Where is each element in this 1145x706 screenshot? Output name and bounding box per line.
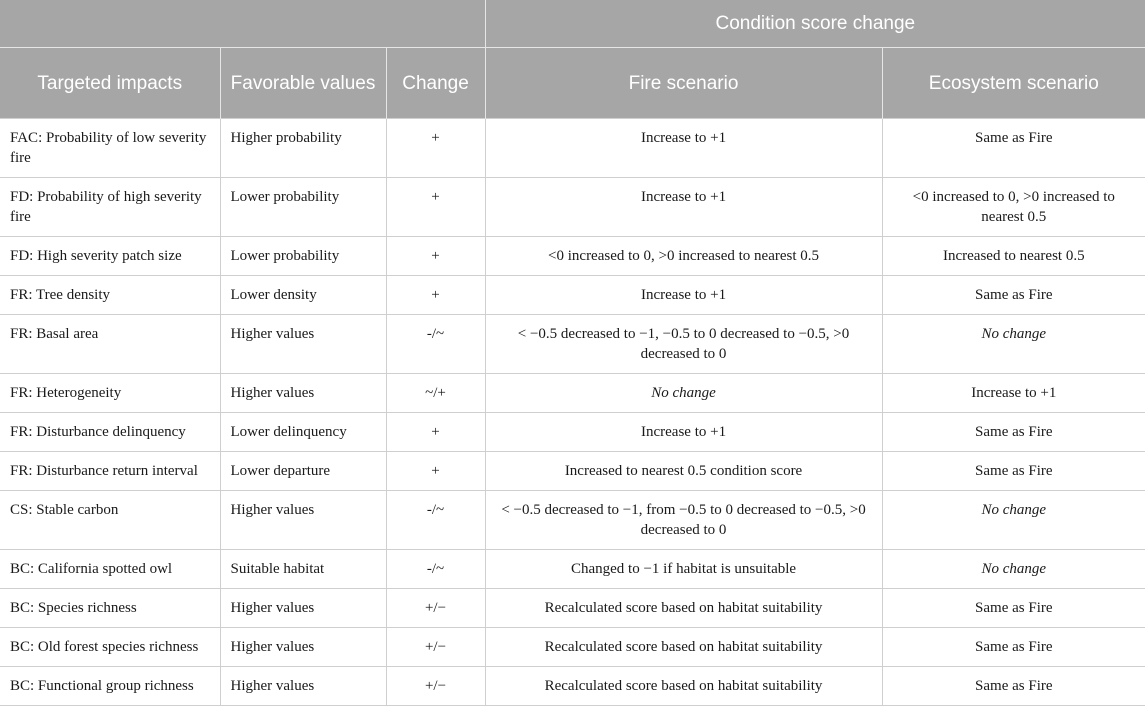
cell-targeted-impact: FR: Basal area bbox=[0, 315, 220, 374]
header-group-row bbox=[0, 0, 1145, 48]
cell-ecosystem-scenario: Increase to +1 bbox=[882, 374, 1145, 413]
table-row bbox=[0, 628, 1145, 667]
cell-targeted-impact: FR: Disturbance return interval bbox=[0, 452, 220, 491]
table-row bbox=[0, 237, 1145, 276]
cell-ecosystem-scenario: No change bbox=[882, 550, 1145, 589]
cell-favorable-value: Higher values bbox=[220, 374, 386, 413]
table-row bbox=[0, 491, 1145, 550]
header-condition-score-change: Condition score change bbox=[485, 0, 1145, 48]
cell-change: + bbox=[386, 413, 485, 452]
cell-targeted-impact: FD: High severity patch size bbox=[0, 237, 220, 276]
cell-ecosystem-scenario: No change bbox=[882, 491, 1145, 550]
cell-ecosystem-scenario: Same as Fire bbox=[882, 276, 1145, 315]
cell-fire-scenario: Recalculated score based on habitat suitability bbox=[485, 589, 882, 628]
cell-favorable-value: Suitable habitat bbox=[220, 550, 386, 589]
cell-fire-scenario: Increase to +1 bbox=[485, 413, 882, 452]
cell-change: + bbox=[386, 237, 485, 276]
cell-ecosystem-scenario: Increased to nearest 0.5 bbox=[882, 237, 1145, 276]
cell-favorable-value: Higher values bbox=[220, 491, 386, 550]
table-row bbox=[0, 276, 1145, 315]
cell-targeted-impact: BC: California spotted owl bbox=[0, 550, 220, 589]
cell-ecosystem-scenario: Same as Fire bbox=[882, 119, 1145, 178]
cell-fire-scenario: No change bbox=[485, 374, 882, 413]
cell-ecosystem-scenario: <0 increased to 0, >0 increased to nearest 0.5 bbox=[882, 178, 1145, 237]
table-row bbox=[0, 667, 1145, 706]
cell-change: + bbox=[386, 178, 485, 237]
cell-targeted-impact: FAC: Probability of low severity fire bbox=[0, 119, 220, 178]
cell-favorable-value: Lower probability bbox=[220, 237, 386, 276]
header-blank-cell bbox=[0, 0, 485, 48]
cell-targeted-impact: FR: Heterogeneity bbox=[0, 374, 220, 413]
table-row bbox=[0, 452, 1145, 491]
table-row bbox=[0, 315, 1145, 374]
cell-ecosystem-scenario: Same as Fire bbox=[882, 452, 1145, 491]
cell-favorable-value: Higher values bbox=[220, 667, 386, 706]
cell-fire-scenario: < −0.5 decreased to −1, from −0.5 to 0 decreased to −0.5, >0 decreased to 0 bbox=[485, 491, 882, 550]
cell-targeted-impact: FD: Probability of high severity fire bbox=[0, 178, 220, 237]
header-favorable-values: Favorable values bbox=[220, 48, 386, 119]
cell-favorable-value: Higher values bbox=[220, 315, 386, 374]
cell-targeted-impact: BC: Old forest species richness bbox=[0, 628, 220, 667]
cell-change: +/− bbox=[386, 628, 485, 667]
cell-favorable-value: Higher values bbox=[220, 589, 386, 628]
cell-ecosystem-scenario: No change bbox=[882, 315, 1145, 374]
table-body bbox=[0, 119, 1145, 706]
header-targeted-impacts: Targeted impacts bbox=[0, 48, 220, 119]
header-column-row bbox=[0, 48, 1145, 119]
cell-change: -/~ bbox=[386, 550, 485, 589]
cell-ecosystem-scenario: Same as Fire bbox=[882, 589, 1145, 628]
cell-favorable-value: Lower density bbox=[220, 276, 386, 315]
table-row bbox=[0, 119, 1145, 178]
table-row bbox=[0, 178, 1145, 237]
cell-targeted-impact: BC: Functional group richness bbox=[0, 667, 220, 706]
cell-favorable-value: Lower departure bbox=[220, 452, 386, 491]
cell-targeted-impact: FR: Tree density bbox=[0, 276, 220, 315]
cell-targeted-impact: CS: Stable carbon bbox=[0, 491, 220, 550]
cell-fire-scenario: Increase to +1 bbox=[485, 119, 882, 178]
cell-change: + bbox=[386, 276, 485, 315]
cell-fire-scenario: Increase to +1 bbox=[485, 178, 882, 237]
table-row bbox=[0, 589, 1145, 628]
cell-fire-scenario: Recalculated score based on habitat suitability bbox=[485, 628, 882, 667]
cell-ecosystem-scenario: Same as Fire bbox=[882, 628, 1145, 667]
cell-fire-scenario: Recalculated score based on habitat suitability bbox=[485, 667, 882, 706]
cell-fire-scenario: Increase to +1 bbox=[485, 276, 882, 315]
cell-targeted-impact: FR: Disturbance delinquency bbox=[0, 413, 220, 452]
cell-favorable-value: Higher probability bbox=[220, 119, 386, 178]
cell-fire-scenario: < −0.5 decreased to −1, −0.5 to 0 decreased to −0.5, >0 decreased to 0 bbox=[485, 315, 882, 374]
cell-ecosystem-scenario: Same as Fire bbox=[882, 667, 1145, 706]
cell-change: +/− bbox=[386, 589, 485, 628]
cell-change: ~/+ bbox=[386, 374, 485, 413]
cell-change: + bbox=[386, 452, 485, 491]
header-change: Change bbox=[386, 48, 485, 119]
cell-change: +/− bbox=[386, 667, 485, 706]
table-row bbox=[0, 413, 1145, 452]
table-row bbox=[0, 374, 1145, 413]
cell-fire-scenario: Changed to −1 if habitat is unsuitable bbox=[485, 550, 882, 589]
cell-favorable-value: Lower delinquency bbox=[220, 413, 386, 452]
cell-targeted-impact: BC: Species richness bbox=[0, 589, 220, 628]
cell-favorable-value: Lower probability bbox=[220, 178, 386, 237]
cell-change: + bbox=[386, 119, 485, 178]
header-fire-scenario: Fire scenario bbox=[485, 48, 882, 119]
cell-favorable-value: Higher values bbox=[220, 628, 386, 667]
cell-fire-scenario: Increased to nearest 0.5 condition score bbox=[485, 452, 882, 491]
cell-fire-scenario: <0 increased to 0, >0 increased to nearest 0.5 bbox=[485, 237, 882, 276]
header-ecosystem-scenario: Ecosystem scenario bbox=[882, 48, 1145, 119]
table-row bbox=[0, 550, 1145, 589]
cell-change: -/~ bbox=[386, 315, 485, 374]
cell-change: -/~ bbox=[386, 491, 485, 550]
cell-ecosystem-scenario: Same as Fire bbox=[882, 413, 1145, 452]
